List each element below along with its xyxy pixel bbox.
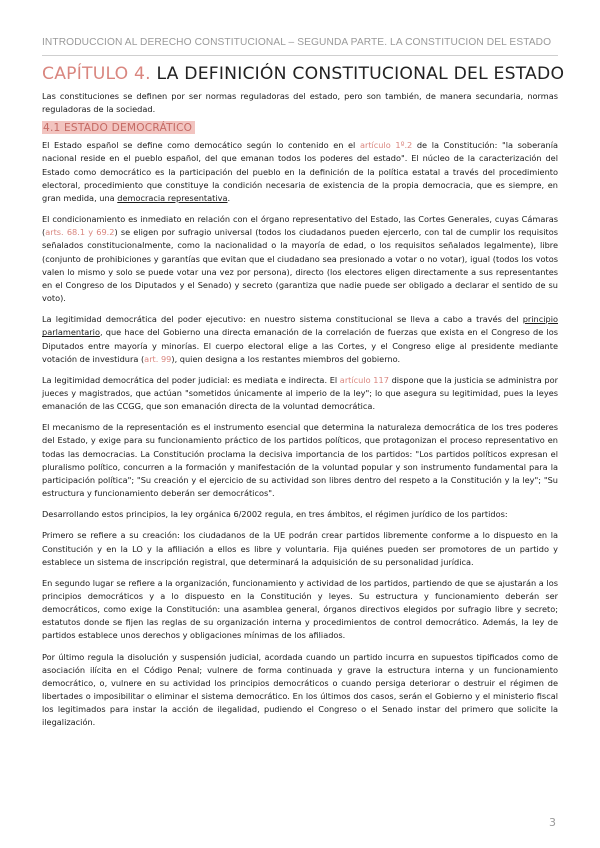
text-run: ), quien designa a los restantes miembros del gobierno. <box>171 353 401 364</box>
paragraph-9: Por último regula la disolución y suspensión judicial, acordada cuando un partido incurra en supuestos tipificados como de asociación ilícita en el Código Penal; vulnere de forma continuada y grave la estructura interna y un funcionamiento democrático, o, vulnere en su actividad los principios democráticos o cuando persiga deteriorar o destruir el régimen de libertades o imposibilitar o eliminar el sistema democrático. En los últimos dos casos, serán el Gobierno y el ministerio fiscal los legitimados para instar la acción de ilegalidad, pudiendo el Congreso o el Senado instar del primero que solicite la ilegalización. <box>42 651 558 728</box>
chapter-label: CAPÍTULO 4. <box>42 64 151 84</box>
chapter-title <box>42 64 564 84</box>
paragraph-7: Primero se refiere a su creación: los ciudadanos de la UE podrán crear partidos libremente conforme a lo dispuesto en la Constitución y en la LO y la afiliación a ellos es libre y voluntaria. Fija quiénes pueden ser promotores de un partido y establece un sistema de inscripción registral, que determinará la adquisición de su personalidad jurídica. <box>42 530 558 567</box>
paragraph-2 <box>42 213 558 305</box>
document-body <box>42 90 558 730</box>
legal-reference: artículo 117 <box>339 374 389 385</box>
section-heading <box>42 121 195 134</box>
text-run: El Estado español se define como democático según lo contenido en el <box>42 140 360 151</box>
paragraph-4 <box>42 374 558 413</box>
text-run: La legitimidad democrática del poder ejecutivo: en nuestro sistema constitucional se lleva a cabo a través del <box>42 314 523 325</box>
text-run: El condicionamiento es inmediato en relación con el órgano representativo del Estado, las Cortes Generales, cuyas Cámaras ( <box>42 214 558 238</box>
legal-reference: artículo 1º.2 <box>359 140 413 151</box>
paragraph-1 <box>42 139 558 205</box>
text-run: de la Constitución: "la soberanía nacional reside en el pueblo español, del que emanan todos los poderes del estado". El núcleo de la caracterización del Estado como democrático es la participación del pueblo en la definición de la política estatal a través del procedimiento electoral, procedimiento que constituye la condición necesaria de existencia de la propia democracia, que es siempre, en gran medida, una <box>42 140 559 203</box>
paragraph-8: En segundo lugar se refiere a la organización, funcionamiento y actividad de los partidos, partiendo de que se ajustarán a los principios democráticos y a lo dispuesto en la Constitución y leyes. Su estructura y funcionamiento deberán ser democráticos, como exige la Constitución: una asamblea general, órganos directivos elegidos por sufragio libre y secreto; estatutos donde se fijen las reglas de su organización interna y procedimientos de control democrático. Además, la ley de partidos establece unos derechos y obligaciones mínimas de los afiliados. <box>42 577 558 641</box>
underlined-term: principio parlamentario <box>42 314 558 338</box>
running-header: INTRODUCCIÓN AL DERECHO CONSTITUCIONAL – SEGUNDA PARTE. LA CONSTITUCIÓN DEL ESTADO <box>42 37 552 48</box>
underlined-term: democracia representativa <box>117 192 228 203</box>
section-number: 4.1 <box>43 122 61 135</box>
chapter-title-text: LA DEFINICIÓN CONSTITUCIONAL DEL ESTADO <box>156 64 565 84</box>
intro-paragraph: Las constituciones se definen por ser normas reguladoras del estado, pero son también, de manera secundaria, normas reguladoras de la sociedad. <box>42 91 558 115</box>
paragraph-5: El mecanismo de la representación es el instrumento esencial que determina la naturaleza democrática de los tres poderes del Estado, y exige para su funcionamiento práctico de los partidos políticos, que protagonizan el proceso representativo en todas las democracias. La Constitución proclama la decisiva importancia de los partidos: "Los partidos políticos expresan el pluralismo político, concurren a la formación y manifestación de la voluntad popular y son instrumento fundamental para la participación política"; "Su creación y el ejercicio de su actividad son libres dentro del respeto a la Constitución y la ley"; "Su estructura y funcionamiento deberán ser democráticos". <box>42 422 558 499</box>
paragraph-3 <box>42 313 558 366</box>
legal-reference: art. 99 <box>144 353 172 364</box>
legal-reference: arts. 68.1 y 69.2 <box>45 227 115 238</box>
text-run: . <box>227 192 231 203</box>
page-number: 3 <box>549 816 556 829</box>
paragraph-6: Desarrollando estos principios, la ley orgánica 6/2002 regula, en tres ámbitos, el régimen jurídico de los partidos: <box>42 509 508 520</box>
text-run: dispone que la justicia se administra por jueces y magistrados, que actúan "sometidos únicamente al imperio de la ley"; lo que asegura su legitimidad, pues la leyes emanación de las CCGG, que son emanación directa de la voluntad democrática. <box>42 374 558 412</box>
header-divider <box>42 55 558 56</box>
section-title: ESTADO DEMOCRÁTICO <box>64 122 193 135</box>
text-run: , que hace del Gobierno una directa emanación de la correlación de fuerzas que exista en el Congreso de los Diputados entre mayoría y minorías. El cuerpo electoral elige a las Cortes, y el Congreso elige al presidente mediante votación de investidura ( <box>42 327 558 364</box>
text-run: ) se eligen por sufragio universal (todos los ciudadanos pueden ejercerlo, con tal de cumplir los requisitos señalados constitucionalmente, como la nacionalidad o la mayoría de edad, o los requisitos señalados legalmente), libre (conjunto de prohibiciones y garantías que evitan que el ciudadano sea presionado a votar o no votar), igual (todos los votos valen lo mismo y solo se puede votar una vez por persona), directo (los electores eligen directamente a sus representantes en el Congreso de los Diputados y el Senado) y secreto (garantiza que nadie puede ser obligado a declarar el sentido de su voto). <box>42 227 558 304</box>
text-run: La legitimidad democrática del poder judicial: es mediata e indirecta. El <box>42 374 340 385</box>
